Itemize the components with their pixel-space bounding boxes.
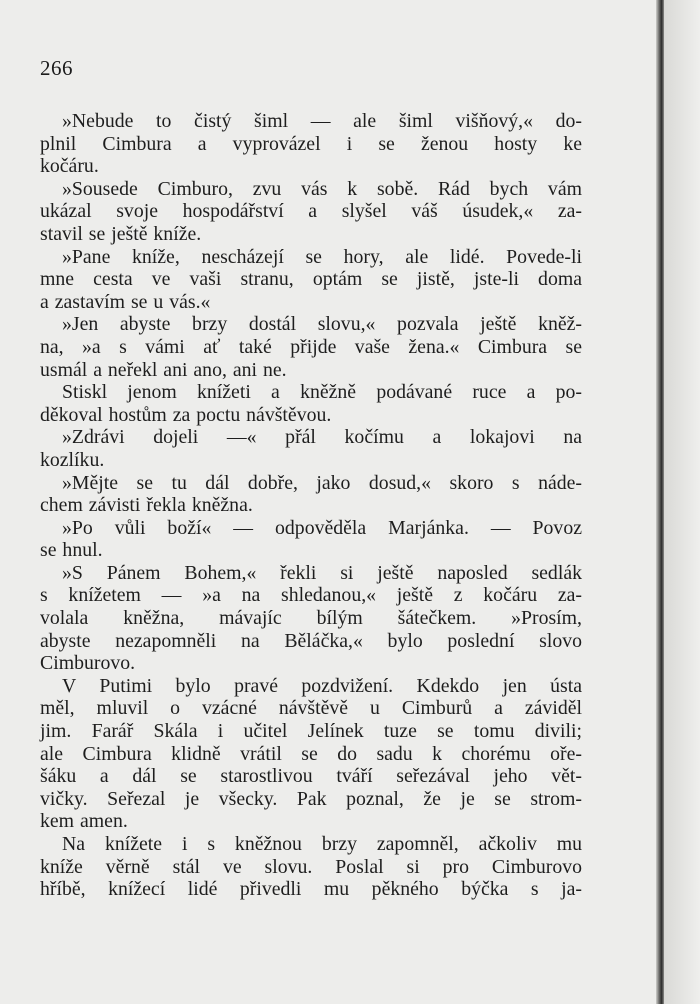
text-line: »Nebude to čistý šiml — ale šiml višňový,« do- <box>62 110 582 132</box>
facing-page-edge <box>664 0 700 1004</box>
text-line: »Mějte se tu dál dobře, jako dosud,« skoro s náde- <box>62 471 582 494</box>
text-line: kem amen. <box>40 810 128 833</box>
text-line: »Zdrávi dojeli —« přál kočímu a lokajovi na <box>62 426 582 449</box>
text-line: Cimburovo. <box>40 652 136 675</box>
text-line: »S Pánem Bohem,« řekli si ještě naposled sedlák <box>62 561 582 584</box>
text-line: chem závisti řekla kněžna. <box>40 494 253 517</box>
text-line: se hnul. <box>40 539 103 562</box>
page-number: 266 <box>40 56 73 80</box>
text-line: plnil Cimbura a vyprovázel i se ženou hosty ke <box>40 132 582 155</box>
text-line: usmál a neřekl ani ano, ani ne. <box>40 358 287 381</box>
text-line: vičky. Seřezal je všecky. Pak poznal, že je se strom- <box>40 787 582 810</box>
text-line: měl, mluvil o vzácné návštěvě u Cimburů a záviděl <box>40 697 582 720</box>
text-line: mne cesta ve vaši stranu, optám se jistě, jste-li doma <box>40 268 582 291</box>
text-line: děkoval hostům za poctu návštěvou. <box>40 403 332 426</box>
text-line: kočáru. <box>40 155 99 178</box>
text-line: a zastavím se u vás.« <box>40 290 211 313</box>
text-line: na, »a s vámi ať také přijde vaše žena.« Cimbura se <box>40 335 582 358</box>
text-line: ukázal svoje hospodářství a slyšel váš úsudek,« za- <box>40 200 582 223</box>
text-line: »Jen abyste brzy dostál slovu,« pozvala ještě kněž- <box>62 313 582 336</box>
text-line: kníže věrně stál ve slovu. Poslal si pro Cimburovo <box>40 855 582 878</box>
text-line: s knížetem — »a na shledanou,« ještě z kočáru za- <box>40 584 582 607</box>
book-spine <box>656 0 664 1004</box>
body-text <box>40 110 582 901</box>
text-line: »Pane kníže, nescházejí se hory, ale lidé. Povede-li <box>62 245 582 268</box>
text-line: ale Cimbura klidně vrátil se do sadu k chorému oře- <box>40 742 582 765</box>
text-line: V Putimi bylo pravé pozdvižení. Kdekdo jen ústa <box>62 674 582 697</box>
text-line: Stiskl jenom knížeti a kněžně podávané ruce a po- <box>62 381 582 404</box>
text-line: šáku a dál se starostlivou tváří seřezával jeho vět- <box>40 765 582 788</box>
text-line: kozlíku. <box>40 448 105 471</box>
text-line: abyste nezapomněli na Běláčka,« bylo poslední slovo <box>40 629 582 652</box>
text-line: »Sousede Cimburo, zvu vás k sobě. Rád bych vám <box>62 177 582 200</box>
text-line: »Po vůli boží« — odpověděla Marjánka. — Povoz <box>62 516 582 539</box>
text-line: jim. Farář Skála i učitel Jelínek tuze se tomu divili; <box>40 720 582 743</box>
text-line: hříbě, knížecí lidé přivedli mu pěkného býčka s ja- <box>40 878 582 901</box>
text-line: stavil se ještě kníže. <box>40 222 202 245</box>
text-line: volala kněžna, mávajíc bílým šátečkem. »Prosím, <box>40 607 582 630</box>
text-line: Na knížete i s kněžnou brzy zapomněl, ačkoliv mu <box>62 833 582 855</box>
